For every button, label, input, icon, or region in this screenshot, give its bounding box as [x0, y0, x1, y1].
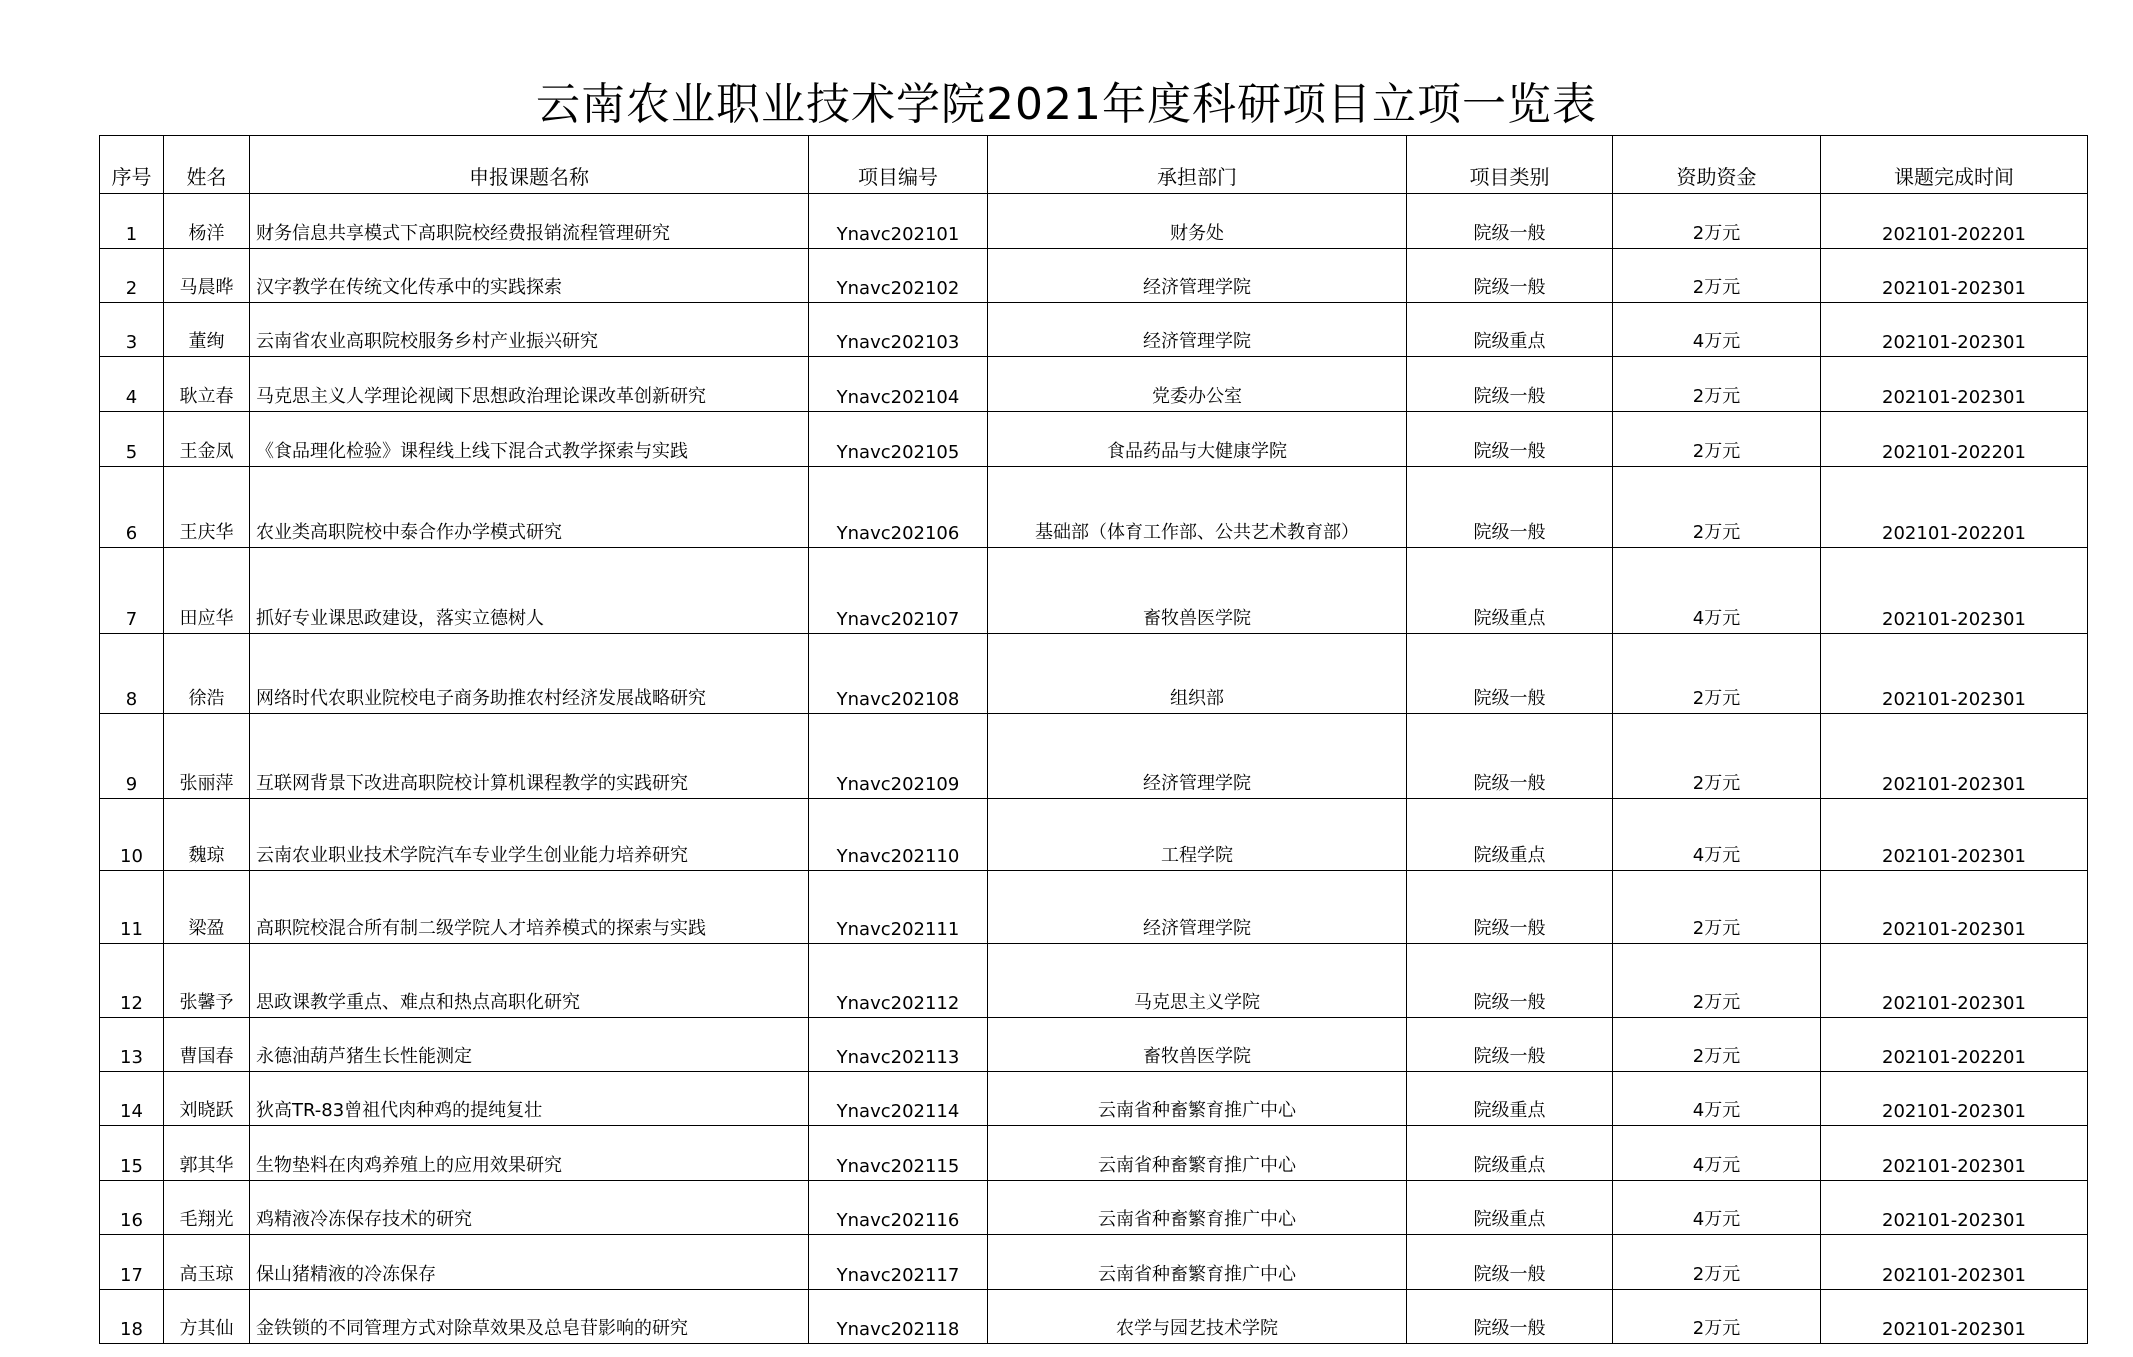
category-cell: 院级一般	[1407, 714, 1613, 799]
header-cell: 资助资金	[1613, 136, 1821, 194]
row-number-cell: 3	[100, 303, 164, 357]
category-cell: 院级重点	[1407, 1181, 1613, 1235]
name-cell: 张馨予	[164, 944, 250, 1018]
project-code-cell: Ynavc202106	[809, 467, 988, 548]
table-row	[100, 467, 2088, 548]
department-cell: 马克思主义学院	[988, 944, 1407, 1018]
funding-cell: 4万元	[1613, 303, 1821, 357]
row-number-cell: 10	[100, 799, 164, 871]
table-row	[100, 249, 2088, 303]
header-cell: 项目类别	[1407, 136, 1613, 194]
row-number-cell: 13	[100, 1018, 164, 1072]
funding-cell: 4万元	[1613, 548, 1821, 634]
category-cell: 院级一般	[1407, 194, 1613, 249]
project-code-cell: Ynavc202111	[809, 871, 988, 944]
category-cell: 院级一般	[1407, 1290, 1613, 1344]
completion-period-cell: 202101-202301	[1821, 548, 2088, 634]
department-cell: 云南省种畜繁育推广中心	[988, 1235, 1407, 1290]
completion-period-cell: 202101-202301	[1821, 799, 2088, 871]
name-cell: 马晨晔	[164, 249, 250, 303]
category-cell: 院级重点	[1407, 548, 1613, 634]
row-number-cell: 11	[100, 871, 164, 944]
name-cell: 梁盈	[164, 871, 250, 944]
topic-cell: 狄高TR-83曾祖代肉种鸡的提纯复壮	[250, 1072, 809, 1126]
name-cell: 田应华	[164, 548, 250, 634]
name-cell: 曹国春	[164, 1018, 250, 1072]
funding-cell: 2万元	[1613, 357, 1821, 412]
department-cell: 云南省种畜繁育推广中心	[988, 1072, 1407, 1126]
row-number-cell: 7	[100, 548, 164, 634]
department-cell: 经济管理学院	[988, 303, 1407, 357]
department-cell: 党委办公室	[988, 357, 1407, 412]
name-cell: 毛翔光	[164, 1181, 250, 1235]
department-cell: 经济管理学院	[988, 249, 1407, 303]
topic-cell: 汉字教学在传统文化传承中的实践探索	[250, 249, 809, 303]
funding-cell: 4万元	[1613, 1181, 1821, 1235]
department-cell: 财务处	[988, 194, 1407, 249]
topic-cell: 保山猪精液的冷冻保存	[250, 1235, 809, 1290]
table-row	[100, 548, 2088, 634]
name-cell: 张丽萍	[164, 714, 250, 799]
completion-period-cell: 202101-202201	[1821, 412, 2088, 467]
funding-cell: 2万元	[1613, 467, 1821, 548]
page-title: 云南农业职业技术学院2021年度科研项目立项一览表	[536, 79, 1597, 130]
project-code-cell: Ynavc202101	[809, 194, 988, 249]
category-cell: 院级重点	[1407, 303, 1613, 357]
project-code-cell: Ynavc202116	[809, 1181, 988, 1235]
header-cell: 序号	[100, 136, 164, 194]
completion-period-cell: 202101-202301	[1821, 944, 2088, 1018]
completion-period-cell: 202101-202301	[1821, 1235, 2088, 1290]
row-number-cell: 12	[100, 944, 164, 1018]
row-number-cell: 8	[100, 634, 164, 714]
funding-cell: 2万元	[1613, 1235, 1821, 1290]
funding-cell: 2万元	[1613, 944, 1821, 1018]
topic-cell: 抓好专业课思政建设，落实立德树人	[250, 548, 809, 634]
row-number-cell: 9	[100, 714, 164, 799]
project-code-cell: Ynavc202104	[809, 357, 988, 412]
project-table	[99, 135, 2088, 1344]
table-row	[100, 1235, 2088, 1290]
funding-cell: 2万元	[1613, 249, 1821, 303]
table-row	[100, 303, 2088, 357]
name-cell: 刘晓跃	[164, 1072, 250, 1126]
department-cell: 食品药品与大健康学院	[988, 412, 1407, 467]
project-code-cell: Ynavc202108	[809, 634, 988, 714]
category-cell: 院级一般	[1407, 412, 1613, 467]
row-number-cell: 4	[100, 357, 164, 412]
funding-cell: 2万元	[1613, 634, 1821, 714]
category-cell: 院级一般	[1407, 1235, 1613, 1290]
department-cell: 畜牧兽医学院	[988, 1018, 1407, 1072]
topic-cell: 财务信息共享模式下高职院校经费报销流程管理研究	[250, 194, 809, 249]
category-cell: 院级一般	[1407, 634, 1613, 714]
category-cell: 院级重点	[1407, 1072, 1613, 1126]
topic-cell: 马克思主义人学理论视阈下思想政治理论课改革创新研究	[250, 357, 809, 412]
topic-cell: 互联网背景下改进高职院校计算机课程教学的实践研究	[250, 714, 809, 799]
project-code-cell: Ynavc202112	[809, 944, 988, 1018]
funding-cell: 2万元	[1613, 871, 1821, 944]
name-cell: 耿立春	[164, 357, 250, 412]
table-row	[100, 871, 2088, 944]
row-number-cell: 5	[100, 412, 164, 467]
name-cell: 郭其华	[164, 1126, 250, 1181]
funding-cell: 2万元	[1613, 194, 1821, 249]
department-cell: 农学与园艺技术学院	[988, 1290, 1407, 1344]
completion-period-cell: 202101-202301	[1821, 1126, 2088, 1181]
department-cell: 组织部	[988, 634, 1407, 714]
topic-cell: 思政课教学重点、难点和热点高职化研究	[250, 944, 809, 1018]
funding-cell: 4万元	[1613, 799, 1821, 871]
table-row	[100, 1018, 2088, 1072]
funding-cell: 4万元	[1613, 1126, 1821, 1181]
header-cell: 项目编号	[809, 136, 988, 194]
department-cell: 经济管理学院	[988, 714, 1407, 799]
table-row	[100, 1181, 2088, 1235]
project-code-cell: Ynavc202103	[809, 303, 988, 357]
row-number-cell: 17	[100, 1235, 164, 1290]
table-row	[100, 799, 2088, 871]
completion-period-cell: 202101-202301	[1821, 634, 2088, 714]
project-code-cell: Ynavc202113	[809, 1018, 988, 1072]
header-cell: 姓名	[164, 136, 250, 194]
category-cell: 院级重点	[1407, 1126, 1613, 1181]
topic-cell: 云南省农业高职院校服务乡村产业振兴研究	[250, 303, 809, 357]
category-cell: 院级一般	[1407, 871, 1613, 944]
table-row	[100, 1126, 2088, 1181]
row-number-cell: 16	[100, 1181, 164, 1235]
funding-cell: 2万元	[1613, 714, 1821, 799]
completion-period-cell: 202101-202201	[1821, 1018, 2088, 1072]
name-cell: 方其仙	[164, 1290, 250, 1344]
department-cell: 基础部（体育工作部、公共艺术教育部）	[988, 467, 1407, 548]
table-row	[100, 714, 2088, 799]
project-code-cell: Ynavc202110	[809, 799, 988, 871]
category-cell: 院级一般	[1407, 467, 1613, 548]
table-row	[100, 412, 2088, 467]
table-row	[100, 357, 2088, 412]
project-code-cell: Ynavc202107	[809, 548, 988, 634]
funding-cell: 2万元	[1613, 412, 1821, 467]
completion-period-cell: 202101-202301	[1821, 303, 2088, 357]
completion-period-cell: 202101-202301	[1821, 1181, 2088, 1235]
completion-period-cell: 202101-202201	[1821, 194, 2088, 249]
project-code-cell: Ynavc202105	[809, 412, 988, 467]
header-cell: 课题完成时间	[1821, 136, 2088, 194]
topic-cell: 网络时代农职业院校电子商务助推农村经济发展战略研究	[250, 634, 809, 714]
department-cell: 云南省种畜繁育推广中心	[988, 1126, 1407, 1181]
table-row	[100, 1290, 2088, 1344]
completion-period-cell: 202101-202301	[1821, 871, 2088, 944]
row-number-cell: 2	[100, 249, 164, 303]
project-code-cell: Ynavc202109	[809, 714, 988, 799]
project-code-cell: Ynavc202117	[809, 1235, 988, 1290]
topic-cell: 高职院校混合所有制二级学院人才培养模式的探索与实践	[250, 871, 809, 944]
row-number-cell: 14	[100, 1072, 164, 1126]
row-number-cell: 18	[100, 1290, 164, 1344]
topic-cell: 农业类高职院校中泰合作办学模式研究	[250, 467, 809, 548]
name-cell: 高玉琼	[164, 1235, 250, 1290]
table-row	[100, 1072, 2088, 1126]
name-cell: 魏琼	[164, 799, 250, 871]
project-code-cell: Ynavc202102	[809, 249, 988, 303]
completion-period-cell: 202101-202301	[1821, 1290, 2088, 1344]
topic-cell: 鸡精液冷冻保存技术的研究	[250, 1181, 809, 1235]
funding-cell: 4万元	[1613, 1072, 1821, 1126]
completion-period-cell: 202101-202301	[1821, 249, 2088, 303]
name-cell: 王庆华	[164, 467, 250, 548]
category-cell: 院级重点	[1407, 799, 1613, 871]
department-cell: 畜牧兽医学院	[988, 548, 1407, 634]
completion-period-cell: 202101-202301	[1821, 357, 2088, 412]
row-number-cell: 6	[100, 467, 164, 548]
department-cell: 工程学院	[988, 799, 1407, 871]
department-cell: 云南省种畜繁育推广中心	[988, 1181, 1407, 1235]
category-cell: 院级一般	[1407, 249, 1613, 303]
name-cell: 王金凤	[164, 412, 250, 467]
name-cell: 董绚	[164, 303, 250, 357]
row-number-cell: 15	[100, 1126, 164, 1181]
completion-period-cell: 202101-202301	[1821, 1072, 2088, 1126]
row-number-cell: 1	[100, 194, 164, 249]
table-header-row	[100, 136, 2088, 194]
header-cell: 承担部门	[988, 136, 1407, 194]
category-cell: 院级一般	[1407, 357, 1613, 412]
category-cell: 院级一般	[1407, 1018, 1613, 1072]
name-cell: 徐浩	[164, 634, 250, 714]
topic-cell: 云南农业职业技术学院汽车专业学生创业能力培养研究	[250, 799, 809, 871]
project-code-cell: Ynavc202115	[809, 1126, 988, 1181]
topic-cell: 生物垫料在肉鸡养殖上的应用效果研究	[250, 1126, 809, 1181]
table-row	[100, 634, 2088, 714]
funding-cell: 2万元	[1613, 1018, 1821, 1072]
completion-period-cell: 202101-202301	[1821, 714, 2088, 799]
name-cell: 杨洋	[164, 194, 250, 249]
project-code-cell: Ynavc202114	[809, 1072, 988, 1126]
topic-cell: 永德油葫芦猪生长性能测定	[250, 1018, 809, 1072]
category-cell: 院级一般	[1407, 944, 1613, 1018]
project-code-cell: Ynavc202118	[809, 1290, 988, 1344]
topic-cell: 金铁锁的不同管理方式对除草效果及总皂苷影响的研究	[250, 1290, 809, 1344]
table-row	[100, 944, 2088, 1018]
department-cell: 经济管理学院	[988, 871, 1407, 944]
table-row	[100, 194, 2088, 249]
topic-cell: 《食品理化检验》课程线上线下混合式教学探索与实践	[250, 412, 809, 467]
funding-cell: 2万元	[1613, 1290, 1821, 1344]
completion-period-cell: 202101-202201	[1821, 467, 2088, 548]
header-cell: 申报课题名称	[250, 136, 809, 194]
